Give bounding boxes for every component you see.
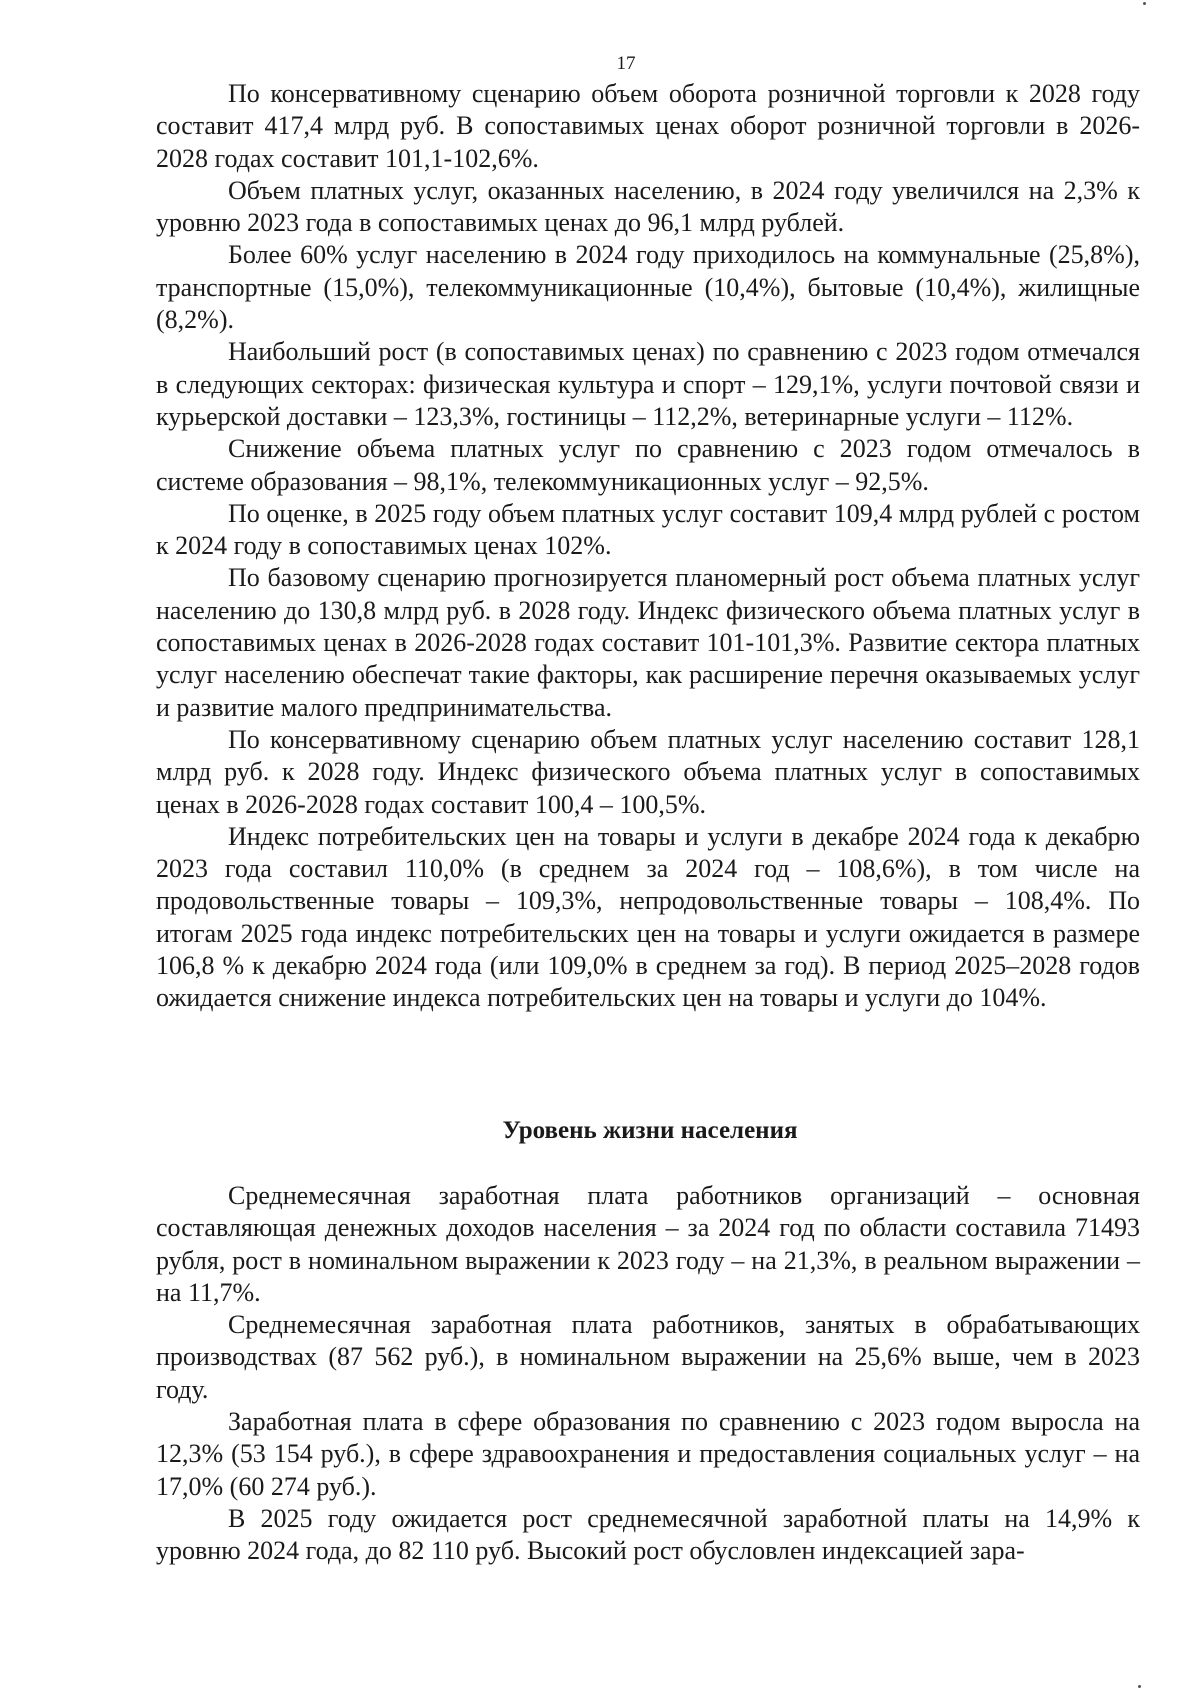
scan-speck bbox=[1143, 2, 1146, 5]
body-text-bottom bbox=[156, 1180, 1140, 1568]
scan-speck bbox=[1138, 1685, 1141, 1688]
paragraph-base-scenario: По базовому сценарию прогнозируется планомерный рост объема платных услуг населению до 130,8 млрд руб. в 2028 году. Индекс физического объема платных услуг в сопоставимых ценах в 2026-2028 годах составит 101-101,3%. Развитие сектора платных услуг населению обеспечат такие факторы, как расширение перечня оказываемых услуг и развитие малого предпринимательства. bbox=[156, 563, 1140, 722]
body-text-top bbox=[156, 78, 1140, 1015]
paragraph-retail-conservative: По консервативному сценарию объем оборота розничной торговли к 2028 году составит 417,4 млрд руб. В сопоставимых ценах оборот розничной торговли в 2026-2028 годах составит 101,1-102,6%. bbox=[156, 79, 1140, 173]
paragraph-wage-forecast-2025: В 2025 году ожидается рост среднемесячной заработной платы на 14,9% к уровню 2024 года, до 82 110 руб. Высокий рост обусловлен индексацией зара- bbox=[156, 1503, 1140, 1566]
paragraph-conservative-services: По консервативному сценарию объем платных услуг населению составит 128,1 млрд руб. к 2028 году. Индекс физического объема платных услуг в сопоставимых ценах в 2026-2028 годах составит 100,4 – 100,5%. bbox=[156, 724, 1140, 819]
paragraph-consumer-price-index: Индекс потребительских цен на товары и услуги в декабре 2024 года к декабрю 2023 года составил 110,0% (в среднем за 2024 год – 108,6%), в том числе на продовольственные товары – 109,3%, непродовольственные товары – 108,4%. По итогам 2025 года индекс потребительских цен на товары и услуги ожидается в размере 106,8 % к декабрю 2024 года (или 109,0% в среднем за год). В период 2025–2028 годов ожидается снижение индекса потребительских цен на товары и услуги до 104%. bbox=[156, 821, 1140, 1013]
paragraph-estimate-2025: По оценке, в 2025 году объем платных услуг составит 109,4 млрд рублей с ростом к 2024 году в сопоставимых ценах 102%. bbox=[156, 498, 1140, 561]
paragraph-paid-services-volume: Объем платных услуг, оказанных населению, в 2024 году увеличился на 2,3% к уровню 2023 года в сопоставимых ценах до 96,1 млрд рублей. bbox=[156, 175, 1140, 238]
paragraph-manufacturing-wage: Среднемесячная заработная плата работников, занятых в обрабатывающих производствах (87 562 руб.), в номинальном выражении на 25,6% выше, чем в 2023 году. bbox=[156, 1310, 1140, 1404]
section-heading: Уровень жизни населения bbox=[502, 1117, 798, 1144]
paragraph-largest-growth: Наибольший рост (в сопоставимых ценах) по сравнению с 2023 годом отмечался в следующих секторах: физическая культура и спорт – 129,1%, услуги почтовой связи и курьерской доставки – 123,3%, гостиницы – 112,2%, ветеринарные услуги – 112%. bbox=[156, 337, 1140, 431]
paragraph-education-health-wage: Заработная плата в сфере образования по сравнению с 2023 годом выросла на 12,3% (53 154 руб.), в сфере здравоохранения и предоставления социальных услуг – на 17,0% (60 274 руб.). bbox=[156, 1407, 1140, 1501]
paragraph-decline: Снижение объема платных услуг по сравнению с 2023 годом отмечалось в системе образования – 98,1%, телекоммуникационных услуг – 92,5%. bbox=[156, 434, 1140, 496]
paragraph-average-wage: Среднемесячная заработная плата работников организаций – основная составляющая денежных доходов населения – за 2024 год по области составила 71493 рубля, рост в номинальном выражении к 2023 году – на 21,3%, в реальном выражении – на 11,7%. bbox=[156, 1181, 1140, 1307]
page-number: 17 bbox=[616, 53, 636, 74]
paragraph-services-structure: Более 60% услуг населению в 2024 году приходилось на коммунальные (25,8%), транспортные (15,0%), телекоммуникационные (10,4%), бытовые (10,4%), жилищные (8,2%). bbox=[156, 240, 1140, 335]
